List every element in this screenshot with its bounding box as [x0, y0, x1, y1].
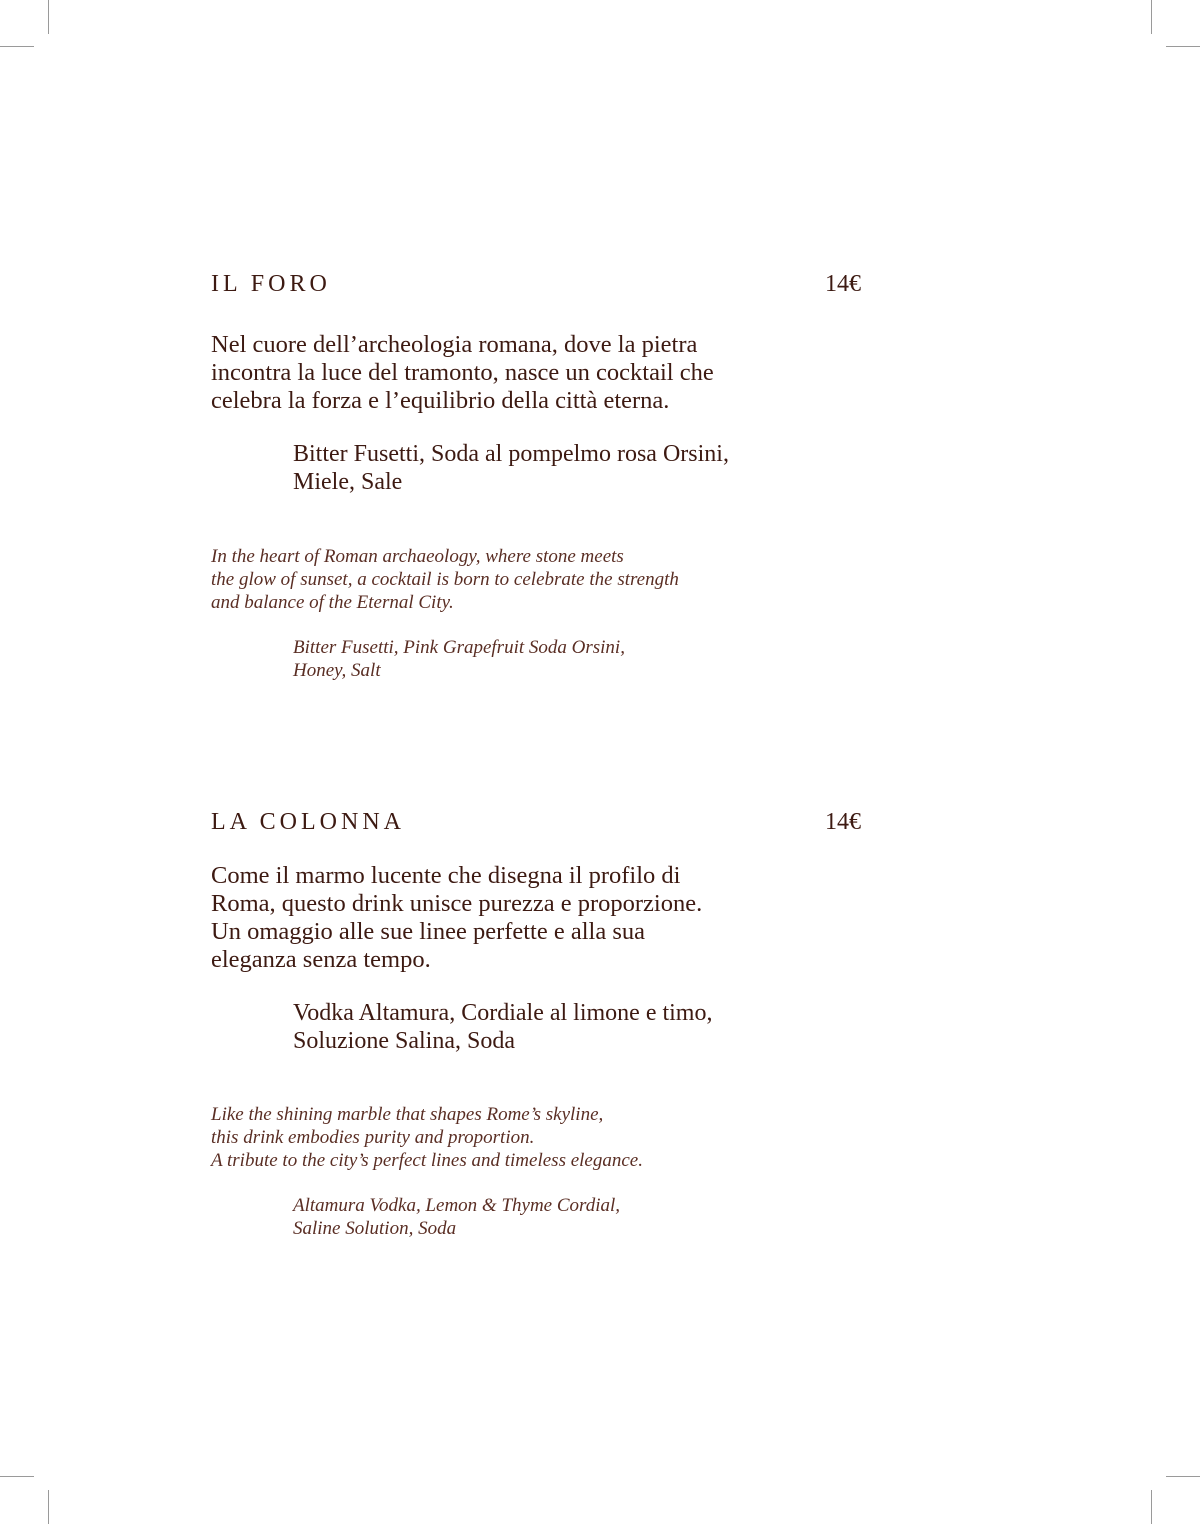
description-line: eleganza senza tempo. [211, 946, 431, 973]
description-italian [211, 331, 811, 415]
crop-mark-top-left-vertical [48, 0, 49, 34]
ingredients-italian [293, 999, 813, 1055]
ingredients-line: Bitter Fusetti, Soda al pompelmo rosa Orsini, [293, 441, 729, 467]
ingredients-line: Soluzione Salina, Soda [293, 1028, 515, 1054]
menu-item-price: 14€ [825, 271, 861, 297]
ingredients-line: Altamura Vodka, Lemon & Thyme Cordial, [293, 1195, 621, 1216]
crop-mark-bottom-left-horizontal [0, 1476, 34, 1477]
ingredients-line: Bitter Fusetti, Pink Grapefruit Soda Orsini, [293, 637, 625, 658]
ingredients-english [293, 1194, 733, 1240]
menu-item-la-colonna [211, 809, 861, 1239]
crop-mark-top-right-horizontal [1166, 46, 1200, 47]
description-line: A tribute to the city’s perfect lines and timeless elegance. [211, 1150, 643, 1171]
menu-item-name: LA COLONNA [211, 809, 405, 835]
ingredients-line: Honey, Salt [293, 660, 381, 681]
description-line: this drink embodies purity and proportion. [211, 1127, 535, 1148]
description-line: Un omaggio alle sue linee perfette e alla sua [211, 918, 646, 945]
description-line: and balance of the Eternal City. [211, 592, 454, 613]
description-line: incontra la luce del tramonto, nasce un cocktail che [211, 359, 714, 386]
description-line: Like the shining marble that shapes Rome’s skyline, [211, 1104, 604, 1125]
description-line: Roma, questo drink unisce purezza e proporzione. [211, 890, 703, 917]
ingredients-line: Saline Solution, Soda [293, 1218, 457, 1239]
menu-item-header [211, 271, 861, 301]
menu-item-header [211, 809, 861, 839]
crop-mark-bottom-right-vertical [1151, 1490, 1152, 1524]
crop-mark-top-right-vertical [1151, 0, 1152, 34]
menu-item-il-foro [211, 271, 861, 681]
description-line: Come il marmo lucente che disegna il profilo di [211, 862, 681, 889]
crop-mark-top-left-horizontal [0, 46, 34, 47]
description-line: Nel cuore dell’archeologia romana, dove la pietra [211, 331, 698, 358]
description-english [211, 1103, 751, 1172]
description-english [211, 545, 751, 614]
ingredients-line: Vodka Altamura, Cordiale al limone e timo, [293, 1000, 713, 1026]
description-line: celebra la forza e l’equilibrio della città eterna. [211, 387, 670, 414]
description-line: In the heart of Roman archaeology, where stone meets [211, 546, 624, 567]
ingredients-line: Miele, Sale [293, 469, 403, 495]
ingredients-italian [293, 440, 813, 496]
description-italian [211, 862, 811, 974]
description-line: the glow of sunset, a cocktail is born to celebrate the strength [211, 569, 679, 590]
crop-mark-bottom-right-horizontal [1166, 1476, 1200, 1477]
crop-mark-bottom-left-vertical [48, 1490, 49, 1524]
menu-item-price: 14€ [825, 809, 861, 835]
ingredients-english [293, 636, 733, 682]
menu-item-name: IL FORO [211, 271, 331, 297]
